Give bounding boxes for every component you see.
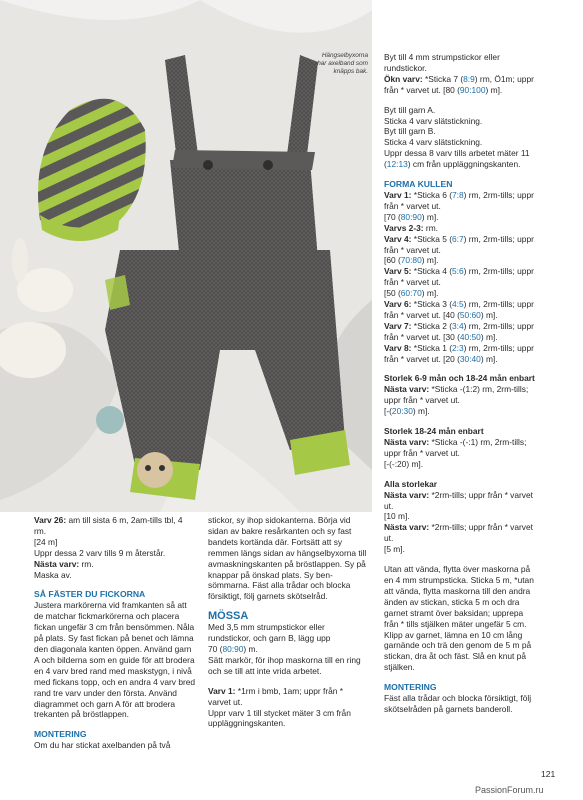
line-text: Med 3,5 mm strumpstickor eller xyxy=(208,622,325,633)
line-text: *Sticka 6 ( xyxy=(411,189,452,200)
line-text: *Sticka -(1:2) rm, 2rm-tills; xyxy=(429,384,529,395)
row-label: Varv 5: xyxy=(384,266,412,277)
line-text: Klipp av garnet, lämna en 10 cm lång xyxy=(384,629,523,640)
text-line xyxy=(384,105,574,116)
text-line xyxy=(384,608,574,619)
line-text: från * varvet ut. xyxy=(384,200,441,211)
text-line xyxy=(208,666,370,677)
text-line xyxy=(384,575,574,586)
line-text: från * varvet ut. xyxy=(384,244,441,255)
text-line xyxy=(384,148,574,159)
text-line xyxy=(384,126,574,137)
text-line xyxy=(208,580,370,591)
line-text: stickan, dra åt och fäst. Slå en knut på xyxy=(384,651,526,662)
line-text: Utan att vända, flytta över maskorna på xyxy=(384,564,531,575)
subheading: Storlek 18-24 mån enbart xyxy=(384,426,484,437)
line-text: uppr från * varvet ut. xyxy=(384,395,460,406)
size-values: 20:30 xyxy=(391,406,413,417)
paragraph-gap xyxy=(384,364,574,373)
text-line xyxy=(208,548,370,559)
line-text-end: ) m]. xyxy=(480,353,498,364)
size-values: 90:100 xyxy=(459,84,486,95)
line-text: remmen längs sidan av hängselbyxorna till xyxy=(208,547,367,558)
size-values: 12:13 xyxy=(386,159,408,170)
text-line xyxy=(384,406,574,417)
line-text: försiktigt, följ garnets skötselråd. xyxy=(208,591,328,602)
text-line xyxy=(384,511,574,522)
text-line xyxy=(384,234,574,245)
row-label: Varv 4: xyxy=(384,233,412,244)
line-text: *1rm i bmb, 1am; uppr från * xyxy=(235,685,344,696)
row-label: Ökn varv: xyxy=(384,73,423,84)
row-label: Varv 6: xyxy=(384,299,412,310)
line-text-end: ) m. xyxy=(243,643,258,654)
text-line xyxy=(384,52,574,63)
text-line xyxy=(34,548,196,559)
text-line xyxy=(384,85,574,96)
text-line xyxy=(34,515,196,537)
size-values: 8:9 xyxy=(463,73,475,84)
text-line xyxy=(208,655,370,666)
line-text: *2rm-tills; uppr från * varvet xyxy=(429,522,533,533)
photo-caption xyxy=(300,52,368,76)
line-text: från * varvet ut. xyxy=(384,277,441,288)
text-line xyxy=(208,686,370,697)
line-text: Sticka 4 varv slätstickning. xyxy=(384,137,483,148)
size-values: 4:5 xyxy=(451,299,464,310)
line-text: Uppr dessa 8 varv tills arbetet mäter 11 xyxy=(384,148,530,159)
line-text: Sätt markör, för ihop maskorna till en ring xyxy=(208,654,361,665)
line-text: sömmarna. Fäst alla trådar och blocka xyxy=(208,580,351,591)
line-text: skötselråden på garnets banderoll. xyxy=(384,703,513,714)
subheading: Storlek 6-9 mån och 18-24 mån enbart xyxy=(384,373,535,384)
size-values: 6:7 xyxy=(451,233,464,244)
line-text: fickan ungefär 3 cm från bensömmen. Nåla xyxy=(34,622,195,633)
paragraph-gap xyxy=(208,677,370,686)
page-number: 121 xyxy=(541,769,556,779)
line-text: avmaskningskanten på bröstlappen. Sy på xyxy=(208,558,366,569)
text-column-bottom-middle xyxy=(208,515,370,729)
text-line xyxy=(384,522,574,533)
line-text: uppläggningskanten. xyxy=(208,718,286,729)
text-line xyxy=(34,677,196,688)
section-heading: FORMA KULLEN xyxy=(384,179,453,190)
text-line xyxy=(208,526,370,537)
paragraph-gap xyxy=(384,470,574,479)
size-values: 50:60 xyxy=(459,309,481,320)
line-text: [70 ( xyxy=(384,211,401,222)
text-line xyxy=(384,201,574,212)
text-line xyxy=(384,448,574,459)
text-line xyxy=(384,384,574,395)
line-text-end: ) rm, 2rm-tills; uppr xyxy=(463,189,534,200)
row-label: Varv 26: xyxy=(34,515,67,525)
size-values: 7:8 xyxy=(451,189,464,200)
text-line xyxy=(384,437,574,448)
text-line xyxy=(34,633,196,644)
line-text: stjälken. xyxy=(384,662,415,673)
text-line xyxy=(208,708,370,719)
line-text: stickor, sy ihop sidokanterna. Börja vid xyxy=(208,515,351,525)
size-values: 30:40 xyxy=(459,353,481,364)
text-column-bottom-left xyxy=(34,515,196,751)
text-line xyxy=(34,537,196,548)
text-line xyxy=(208,633,370,644)
text-line xyxy=(384,597,574,608)
text-line xyxy=(208,697,370,708)
line-text-end: ) m]. xyxy=(421,211,439,222)
line-text-end: ) rm, Ö1m; uppr xyxy=(474,73,534,84)
text-line xyxy=(34,644,196,655)
line-text-end: ) m]. xyxy=(485,84,503,95)
line-text: Byt till 4 mm strumpstickor eller xyxy=(384,52,500,62)
text-line xyxy=(34,570,196,581)
text-line xyxy=(384,266,574,277)
row-label: Varv 1: xyxy=(208,685,236,696)
line-text: att vända, flytta maskorna till den andra xyxy=(384,585,531,596)
paragraph-gap xyxy=(384,673,574,682)
text-line xyxy=(384,245,574,256)
line-text: knappar på önskad plats. Sy ben- xyxy=(208,569,333,580)
text-line xyxy=(384,693,574,704)
line-text: en 4 varv bred rand med maskstygn, i nivå xyxy=(34,665,192,676)
line-text: *Sticka 5 ( xyxy=(411,233,452,244)
paragraph-gap xyxy=(384,170,574,179)
line-text: *Sticka 2 ( xyxy=(411,320,452,331)
line-text-end: ) cm från uppläggningskanten. xyxy=(407,159,521,170)
line-text: Om du har stickat axelbanden på två xyxy=(34,740,171,751)
line-text: am till sista 6 m, 2am-tills tbl, 4 rm. xyxy=(34,515,183,536)
size-values: 70:80 xyxy=(400,255,422,266)
line-text-end: ) rm, 2rm-tills; uppr xyxy=(463,266,534,277)
line-text: med fickans topp, och en andra 4 varv bred xyxy=(34,676,196,687)
line-text: ut. xyxy=(384,500,394,511)
row-label: Varv 8: xyxy=(384,342,412,353)
line-text: på plats. Sy fast fickan på benet och lämna xyxy=(34,633,194,644)
line-text-end: ) m]. xyxy=(421,255,439,266)
text-line xyxy=(208,591,370,602)
line-text-end: ) m]. xyxy=(480,331,498,342)
line-text: *Sticka 7 ( xyxy=(422,73,464,84)
line-text: bandets kortända där. Fortsätt att sy xyxy=(208,536,343,547)
text-line xyxy=(208,537,370,548)
paragraph-gap xyxy=(34,580,196,589)
text-line xyxy=(34,559,196,570)
line-text: rundstickor. xyxy=(384,62,427,73)
text-line xyxy=(384,310,574,321)
line-text: [10 m]. xyxy=(384,511,410,522)
line-text: Maska av. xyxy=(34,569,72,580)
line-text-end: ) rm, 2rm-tills; uppr xyxy=(463,233,534,244)
line-text: trekanten på bröstlappen. xyxy=(34,709,129,720)
line-text: ( xyxy=(384,159,387,170)
row-label: Varv 1: xyxy=(384,189,412,200)
line-text: garnände och trä den genom de 5 m på xyxy=(384,640,532,651)
paragraph-gap xyxy=(34,720,196,729)
text-line xyxy=(384,223,574,234)
line-text: [-(-:20) m]. xyxy=(384,458,424,469)
row-label: Varv 7: xyxy=(384,320,412,331)
text-line xyxy=(34,611,196,622)
line-text: garnet stramt över baksidan; upprepa xyxy=(384,607,524,618)
button-left xyxy=(203,160,213,170)
text-line xyxy=(384,544,574,555)
line-text: diagrammet och garn A för att brodera xyxy=(34,698,176,709)
text-line xyxy=(384,586,574,597)
caption-line: knäpps bak. xyxy=(333,68,368,75)
line-text: [24 m] xyxy=(34,536,58,547)
text-line xyxy=(384,630,574,641)
line-text-end: ) rm, 2rm-tills; uppr xyxy=(463,299,534,310)
text-line xyxy=(34,666,196,677)
text-line xyxy=(34,740,196,751)
text-line xyxy=(208,622,370,633)
section-heading: SÅ FÄSTER DU FICKORNA xyxy=(34,589,146,600)
line-text: ut. xyxy=(384,533,394,544)
line-text: från * varvet ut. [20 ( xyxy=(384,353,460,364)
line-text: från * varvet ut. [40 ( xyxy=(384,309,460,320)
line-text: rand tre varv under den första. Använd xyxy=(34,687,177,698)
text-line xyxy=(384,490,574,501)
text-line xyxy=(384,640,574,651)
line-text: sidan av bakre resårkanten och sy fast xyxy=(208,525,352,536)
text-line xyxy=(384,332,574,343)
line-text: Uppr varv 1 till stycket mäter 3 cm från xyxy=(208,707,351,718)
line-text: varvet ut. xyxy=(208,696,243,707)
text-line xyxy=(34,709,196,720)
paragraph-gap xyxy=(384,96,574,105)
text-line xyxy=(208,559,370,570)
text-line xyxy=(208,644,370,655)
row-label: Nästa varv: xyxy=(34,558,80,569)
text-line xyxy=(384,190,574,201)
line-text-end: ) rm, 2rm-tills; uppr xyxy=(463,320,534,331)
caption-line: har axelband som xyxy=(317,60,368,67)
line-text: Byt till garn B. xyxy=(384,126,436,137)
line-text: [60 ( xyxy=(384,255,401,266)
line-text: Fäst alla trådar och blocka försiktigt, följ xyxy=(384,693,532,704)
row-label: Nästa varv: xyxy=(384,522,430,533)
text-line xyxy=(384,159,574,170)
section-heading: MONTERING xyxy=(34,729,87,740)
line-text-end: ) rm, 2rm-tills; uppr xyxy=(463,342,534,353)
text-line xyxy=(384,343,574,354)
line-text: Sticka 4 varv slätstickning. xyxy=(384,115,483,126)
line-text: [50 ( xyxy=(384,288,401,299)
line-text: från * varvet ut. [30 ( xyxy=(384,331,460,342)
text-line xyxy=(384,564,574,575)
paragraph-gap xyxy=(384,555,574,564)
text-line xyxy=(34,699,196,710)
line-text: änden av stickan, sticka 5 m och dra xyxy=(384,596,520,607)
subheading: Alla storlekar xyxy=(384,478,438,489)
line-text: A och bilderna som en guide för att brodera xyxy=(34,654,195,665)
line-text: Justera markörerna vid framkanten så att xyxy=(34,600,187,611)
text-line xyxy=(384,619,574,630)
line-text: Uppr dessa 2 varv tills 9 m återstår. xyxy=(34,547,166,558)
line-text: *Sticka 4 ( xyxy=(411,266,452,277)
text-line xyxy=(384,651,574,662)
text-line xyxy=(384,662,574,673)
text-line xyxy=(208,570,370,581)
line-text: en 4 mm strumpsticka. Sticka 5 m, *utan xyxy=(384,574,534,585)
text-line xyxy=(34,600,196,611)
section-heading-large: MÖSSA xyxy=(208,610,249,623)
line-text: rm. xyxy=(423,222,438,233)
row-label: Nästa varv: xyxy=(384,437,430,447)
text-line xyxy=(384,212,574,223)
line-text: uppr från * varvet ut. xyxy=(384,447,460,458)
text-line xyxy=(384,255,574,266)
text-line xyxy=(384,116,574,127)
row-label: Nästa varv: xyxy=(384,489,430,500)
caption-line: Hängselbyxorna xyxy=(321,52,368,59)
text-line xyxy=(384,321,574,332)
line-text: [-( xyxy=(384,406,392,417)
text-line xyxy=(208,718,370,729)
text-line xyxy=(384,63,574,74)
text-line xyxy=(384,533,574,544)
text-line xyxy=(34,622,196,633)
line-text: 70 ( xyxy=(208,643,223,654)
text-line xyxy=(34,655,196,666)
line-text-end: ) m]. xyxy=(412,406,430,417)
text-line xyxy=(384,299,574,310)
text-line xyxy=(384,288,574,299)
row-label: Nästa varv: xyxy=(384,384,430,395)
line-text: och se till att inte vrida arbetet. xyxy=(208,665,322,676)
text-line xyxy=(384,277,574,288)
product-photo xyxy=(0,0,372,512)
size-values: 2:3 xyxy=(451,342,464,353)
section-heading: MONTERING xyxy=(384,682,437,693)
size-values: 3:4 xyxy=(451,320,464,331)
text-line xyxy=(384,74,574,85)
size-values: 40:50 xyxy=(459,331,481,342)
line-text: rundstickor, och garn B, lägg upp xyxy=(208,633,331,644)
size-values: 80:90 xyxy=(222,643,244,654)
paragraph-gap xyxy=(384,417,574,426)
line-text: de matchar fickmarkörerna och placera xyxy=(34,611,180,622)
text-line xyxy=(384,137,574,148)
button-right xyxy=(263,160,273,170)
text-line xyxy=(384,395,574,406)
watermark-text: PassionForum.ru xyxy=(475,785,544,795)
line-text: *2rm-tills; uppr från * varvet xyxy=(429,489,533,500)
line-text: *Sticka 3 ( xyxy=(411,299,452,310)
text-line xyxy=(384,501,574,512)
text-line xyxy=(34,688,196,699)
size-values: 60:70 xyxy=(400,288,422,299)
text-line xyxy=(384,354,574,365)
line-text: *Sticka 1 ( xyxy=(411,342,452,353)
text-line xyxy=(208,515,370,526)
size-values: 5:6 xyxy=(451,266,464,277)
text-line xyxy=(384,704,574,715)
line-text: från * varvet ut. [80 ( xyxy=(384,84,460,95)
text-line xyxy=(384,459,574,470)
line-text: rm. xyxy=(79,558,94,569)
line-text: från * tills stjälken mäter ungefär 5 cm. xyxy=(384,618,527,629)
line-text-end: ) m]. xyxy=(421,288,439,299)
line-text: den diagonala kanten öppen. Använd garn xyxy=(34,643,192,654)
size-values: 80:90 xyxy=(400,211,422,222)
line-text: [5 m]. xyxy=(384,544,405,555)
row-label: Varvs 2-3: xyxy=(384,222,424,233)
text-column-right xyxy=(384,52,574,715)
line-text: Byt till garn A. xyxy=(384,104,436,115)
line-text-end: ) m]. xyxy=(480,309,498,320)
line-text: *Sticka -(-:1) rm, 2rm-tills; xyxy=(429,437,527,447)
